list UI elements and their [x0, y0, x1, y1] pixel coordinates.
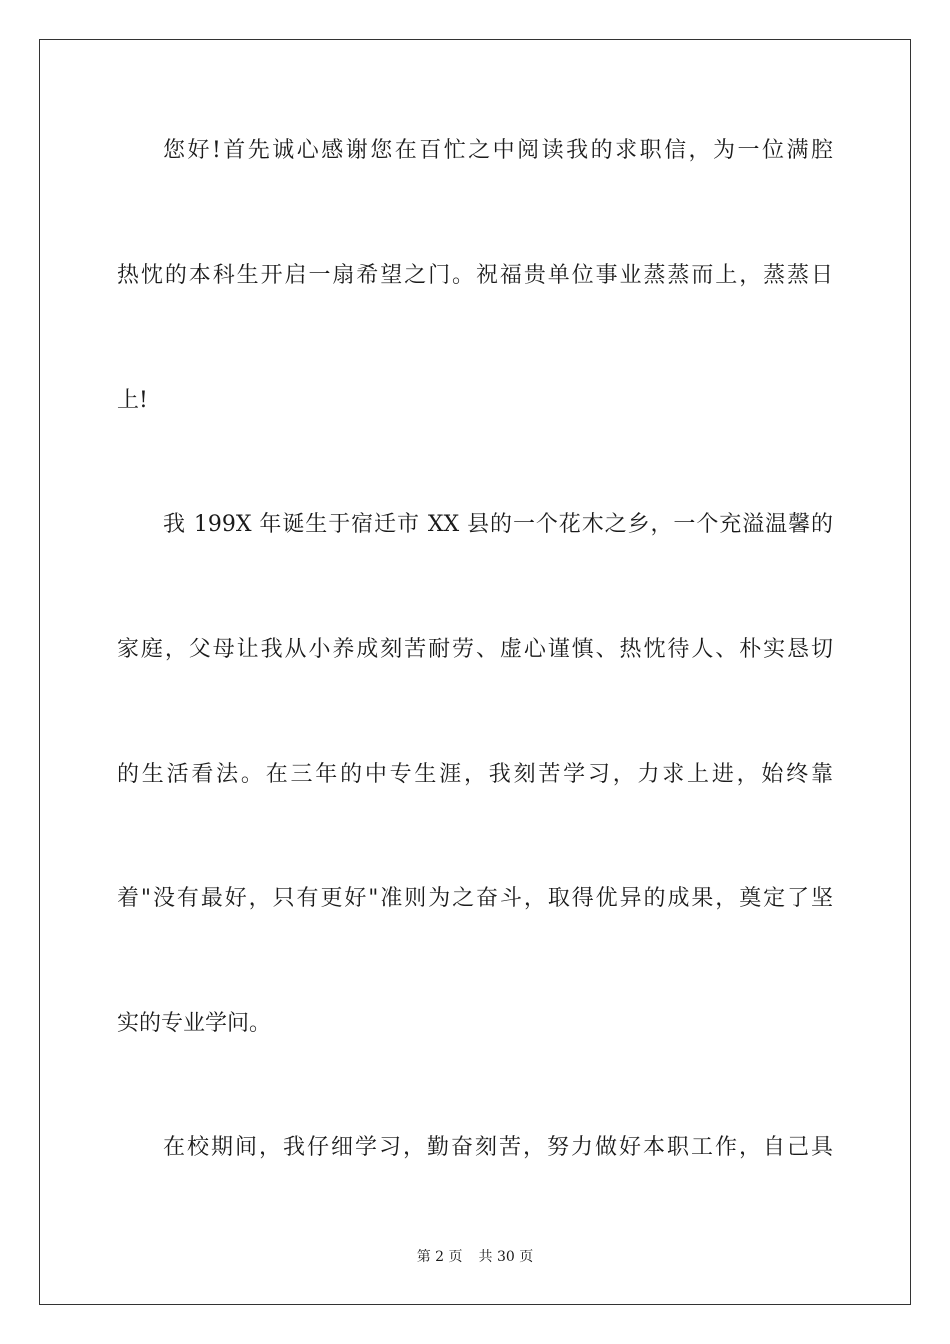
paragraph-2-line-3: 的生活看法。在三年的中专生涯，我刻苦学习，力求上进，始终靠	[117, 762, 833, 787]
page-number: 第 2 页	[416, 1249, 463, 1265]
paragraph-1-line-1: 您好!首先诚心感谢您在百忙之中阅读我的求职信，为一位满腔	[163, 138, 833, 163]
total-pages: 共 30 页	[478, 1249, 534, 1265]
paragraph-1-line-2: 热忱的本科生开启一扇希望之门。祝福贵单位事业蒸蒸而上，蒸蒸日	[117, 263, 833, 288]
paragraph-3-line-1: 在校期间，我仔细学习，勤奋刻苦，努力做好本职工作，自己具	[163, 1135, 833, 1160]
page-footer	[0, 1247, 950, 1267]
paragraph-1-line-3: 上!	[117, 388, 148, 413]
page-frame	[39, 39, 911, 1305]
paragraph-2-line-5: 实的专业学问。	[117, 1011, 272, 1036]
paragraph-2-line-2: 家庭，父母让我从小养成刻苦耐劳、虚心谨慎、热忱待人、朴实恳切	[117, 637, 833, 662]
paragraph-2-line-1: 我 199X 年诞生于宿迁市 XX 县的一个花木之乡，一个充溢温馨的	[163, 512, 833, 537]
paragraph-2-line-4: 着"没有最好，只有更好"准则为之奋斗，取得优异的成果，奠定了坚	[117, 886, 833, 911]
